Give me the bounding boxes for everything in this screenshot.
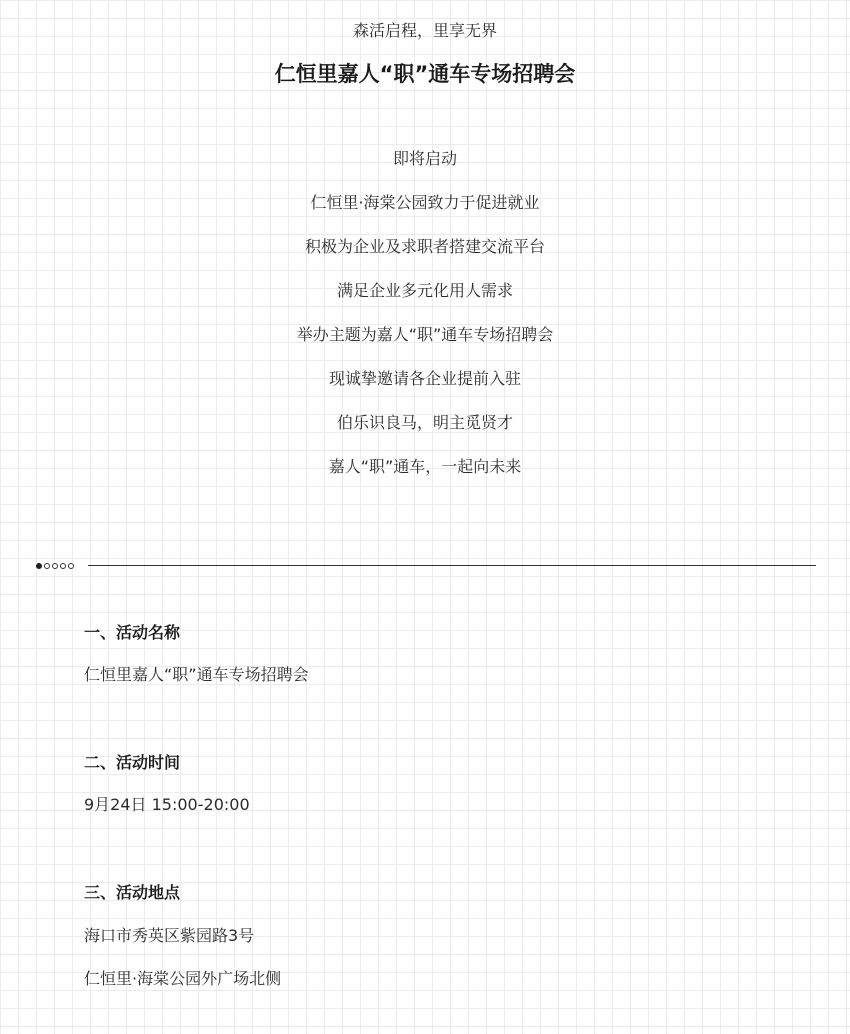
section-title-time: 二、活动时间 (84, 753, 181, 772)
hollow-dot-icon (52, 563, 58, 569)
section-title-location: 三、活动地点 (84, 883, 181, 902)
intro-line: 举办主题为嘉人“职”通车专场招聘会 (296, 325, 554, 344)
divider-line (88, 565, 816, 566)
section-value-time: 9月24日 15:00-20:00 (84, 795, 250, 814)
page-title: 仁恒里嘉人“职”通车专场招聘会 (274, 62, 576, 86)
section-value-place: 仁恒里·海棠公园外广场北侧 (84, 969, 282, 988)
intro-line: 嘉人“职”通车，一起向未来 (328, 457, 522, 476)
intro-line: 现诚挚邀请各企业提前入驻 (328, 369, 521, 388)
divider-dots (36, 560, 76, 572)
hollow-dot-icon (68, 563, 74, 569)
section-divider (36, 560, 816, 572)
intro-line: 仁恒里·海棠公园致力于促进就业 (310, 193, 540, 212)
intro-line: 积极为企业及求职者搭建交流平台 (304, 237, 545, 256)
section-value-address: 海口市秀英区紫园路3号 (84, 926, 255, 945)
hollow-dot-icon (44, 563, 50, 569)
page-subtitle: 森活启程，里享无界 (352, 21, 497, 40)
intro-line: 满足企业多元化用人需求 (336, 281, 513, 300)
intro-line: 即将启动 (392, 149, 457, 168)
section-value-name: 仁恒里嘉人“职”通车专场招聘会 (84, 665, 309, 684)
intro-line: 伯乐识良马，明主觅贤才 (336, 413, 513, 432)
hollow-dot-icon (60, 563, 66, 569)
filled-dot-icon (36, 563, 42, 569)
section-title-name: 一、活动名称 (84, 623, 181, 642)
